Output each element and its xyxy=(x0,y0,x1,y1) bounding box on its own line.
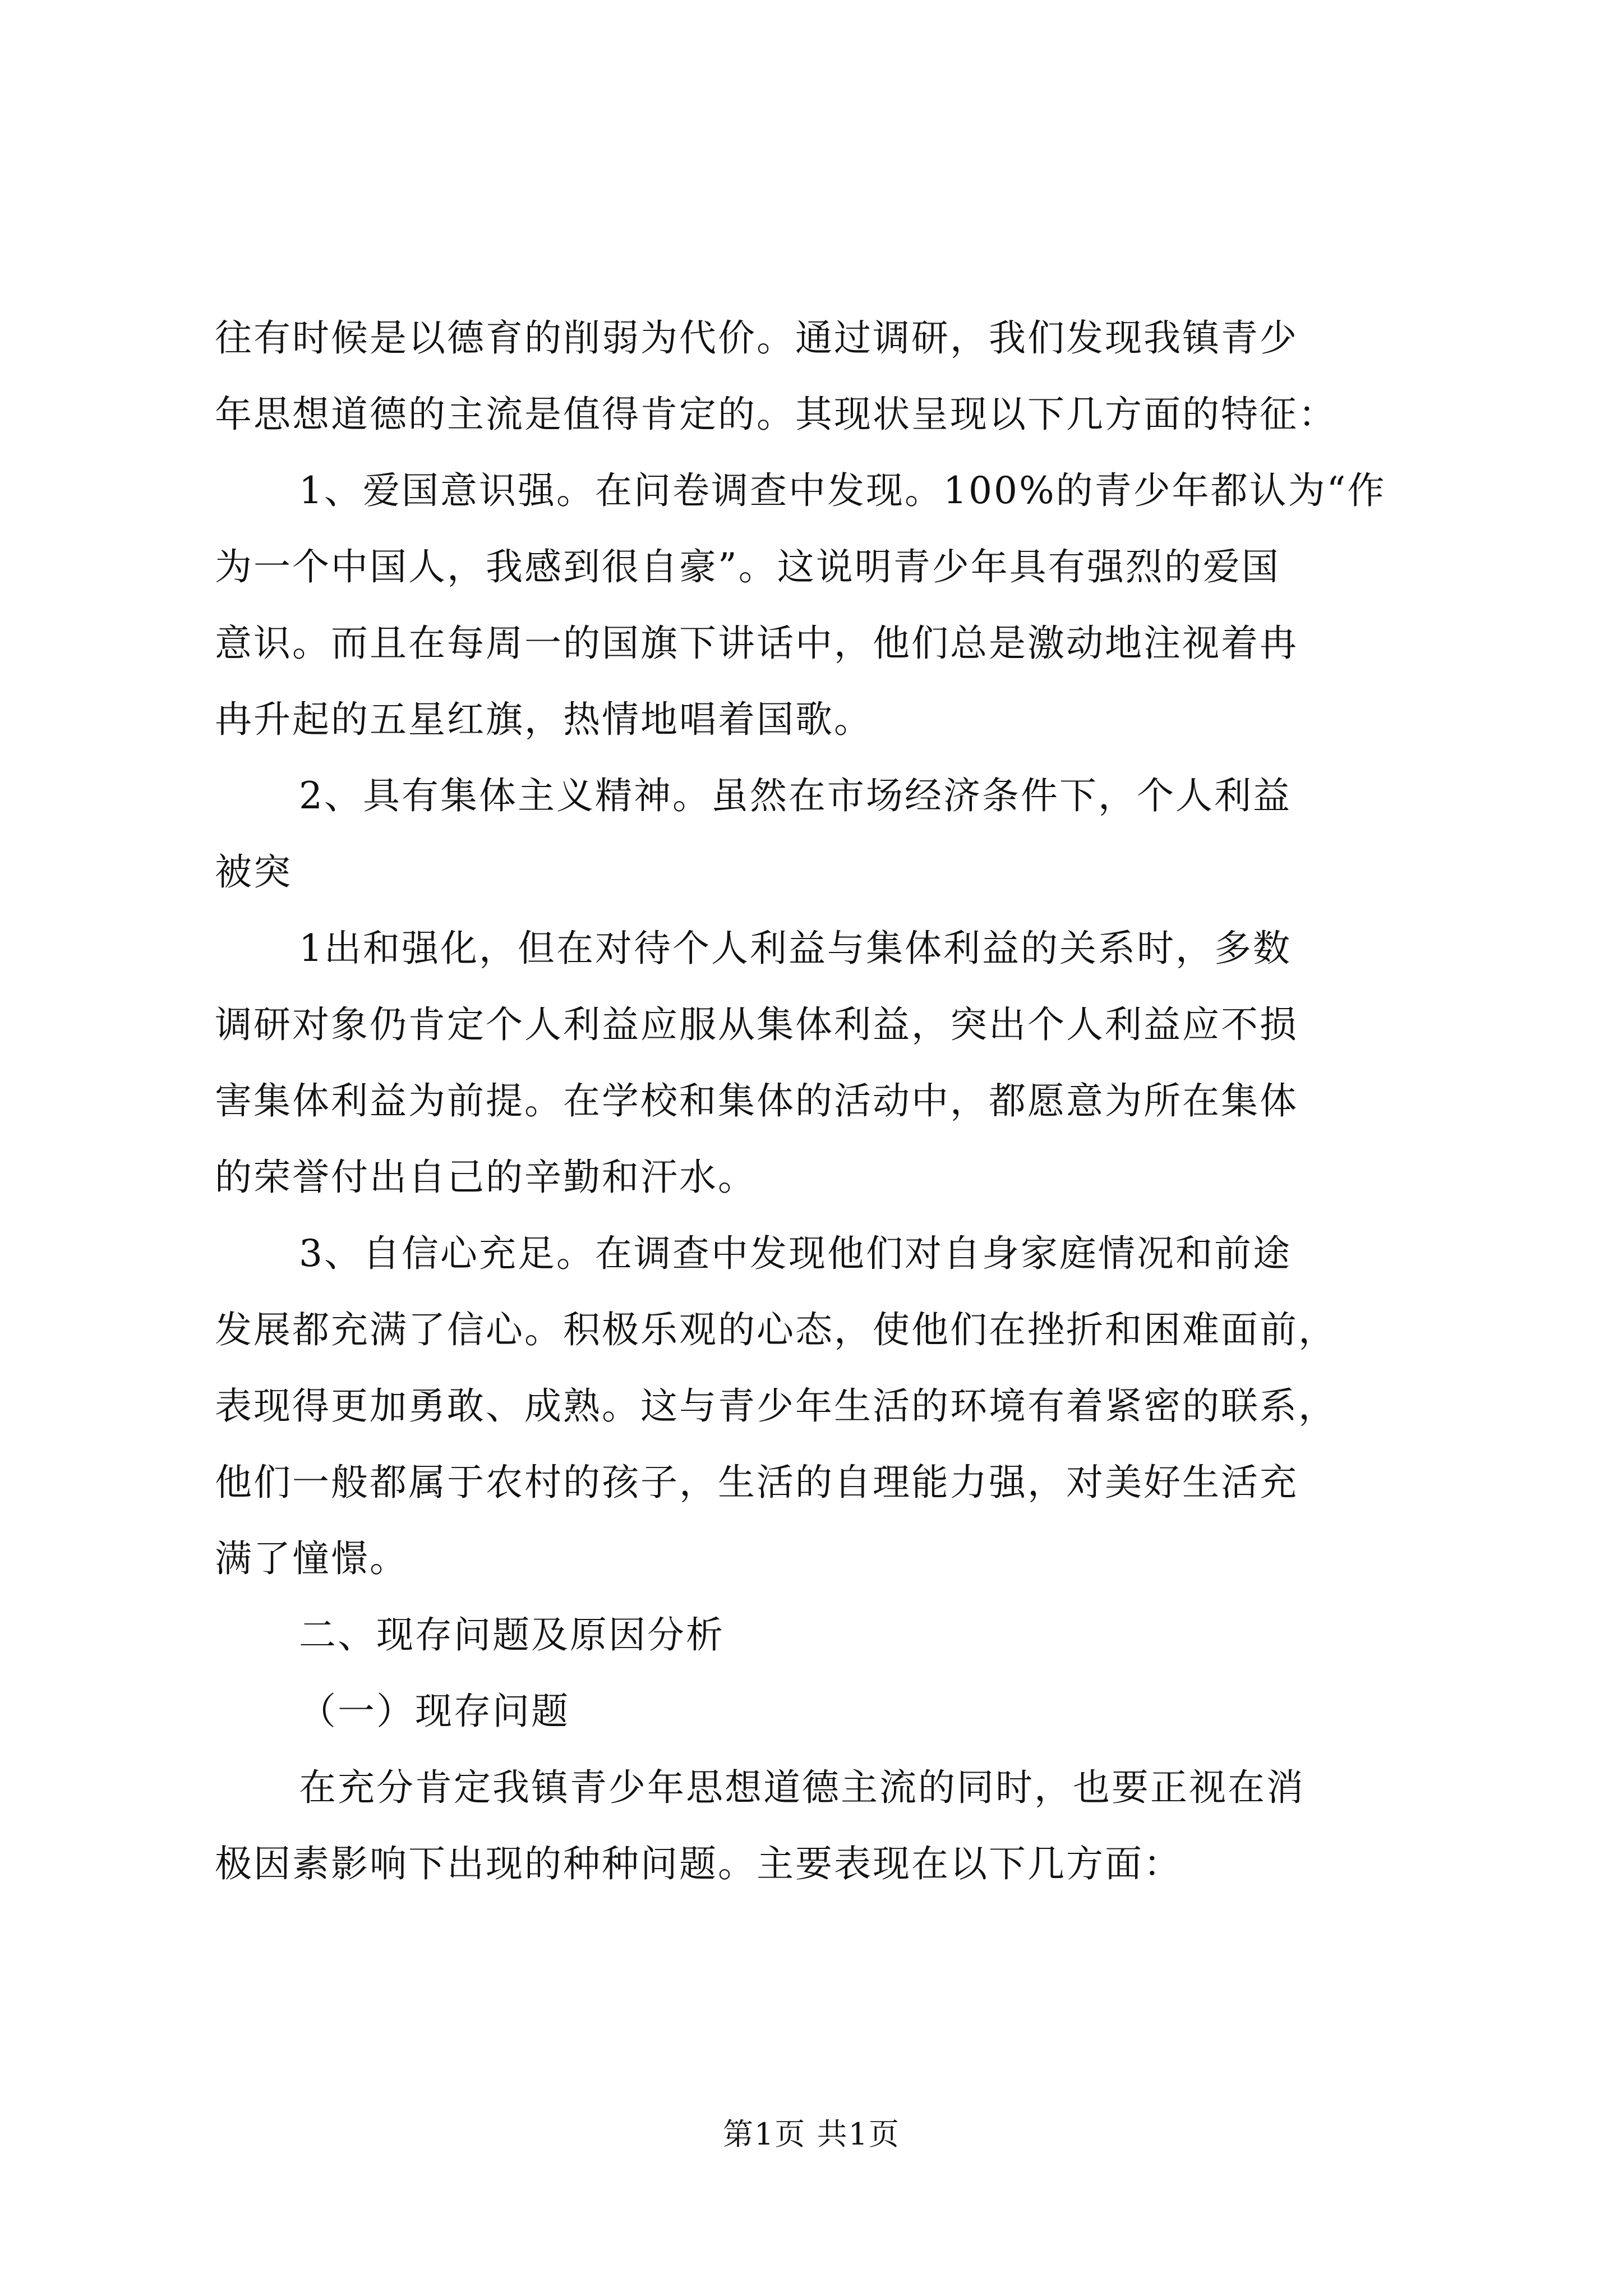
text-line: 1出和强化，但在对待个人利益与集体利益的关系时，多数 xyxy=(299,927,1292,970)
text-line: 的荣誉付出自己的辛勤和汗水。 xyxy=(215,1156,757,1199)
text-line: 极因素影响下出现的种种问题。主要表现在以下几方面： xyxy=(215,1842,1182,1885)
page-number-label: 第1页 共1页 xyxy=(723,2116,900,2152)
text-line: 年思想道德的主流是值得肯定的。其现状呈现以下几方面的特征： xyxy=(215,393,1337,436)
document-body xyxy=(215,300,1409,1902)
text-line: 满了憧憬。 xyxy=(215,1537,408,1580)
text-line: 为一个中国人，我感到很自豪”。这说明青少年具有强烈的爱国 xyxy=(215,545,1280,588)
text-line: 冉升起的五星红旗，热情地唱着国歌。 xyxy=(215,698,873,741)
text-line: 他们一般都属于农村的孩子，生活的自理能力强，对美好生活充 xyxy=(215,1461,1298,1504)
subsection-heading: （一）现存问题 xyxy=(299,1690,570,1733)
text-line: 害集体利益为前提。在学校和集体的活动中，都愿意为所在集体 xyxy=(215,1079,1298,1122)
text-line: 1、爱国意识强。在问卷调查中发现。100%的青少年都认为“作 xyxy=(299,469,1386,512)
text-line: 往有时候是以德育的削弱为代价。通过调研，我们发现我镇青少 xyxy=(215,316,1298,360)
text-line: 2、具有集体主义精神。虽然在市场经济条件下，个人利益 xyxy=(299,774,1292,817)
text-line: 被突 xyxy=(215,850,292,894)
section-heading: 二、现存问题及原因分析 xyxy=(299,1613,725,1657)
text-line: 在充分肯定我镇青少年思想道德主流的同时，也要正视在消 xyxy=(299,1766,1305,1809)
text-line: 意识。而且在每周一的国旗下讲话中，他们总是激动地注视着冉 xyxy=(215,622,1298,665)
text-line: 表现得更加勇敢、成熟。这与青少年生活的环境有着紧密的联系， xyxy=(215,1384,1337,1428)
text-line: 发展都充满了信心。积极乐观的心态，使他们在挫折和困难面前， xyxy=(215,1308,1337,1351)
page-footer xyxy=(0,2110,1623,2154)
text-line: 3、自信心充足。在调查中发现他们对自身家庭情况和前途 xyxy=(299,1232,1292,1275)
text-line: 调研对象仍肯定个人利益应服从集体利益，突出个人利益应不损 xyxy=(215,1003,1298,1046)
